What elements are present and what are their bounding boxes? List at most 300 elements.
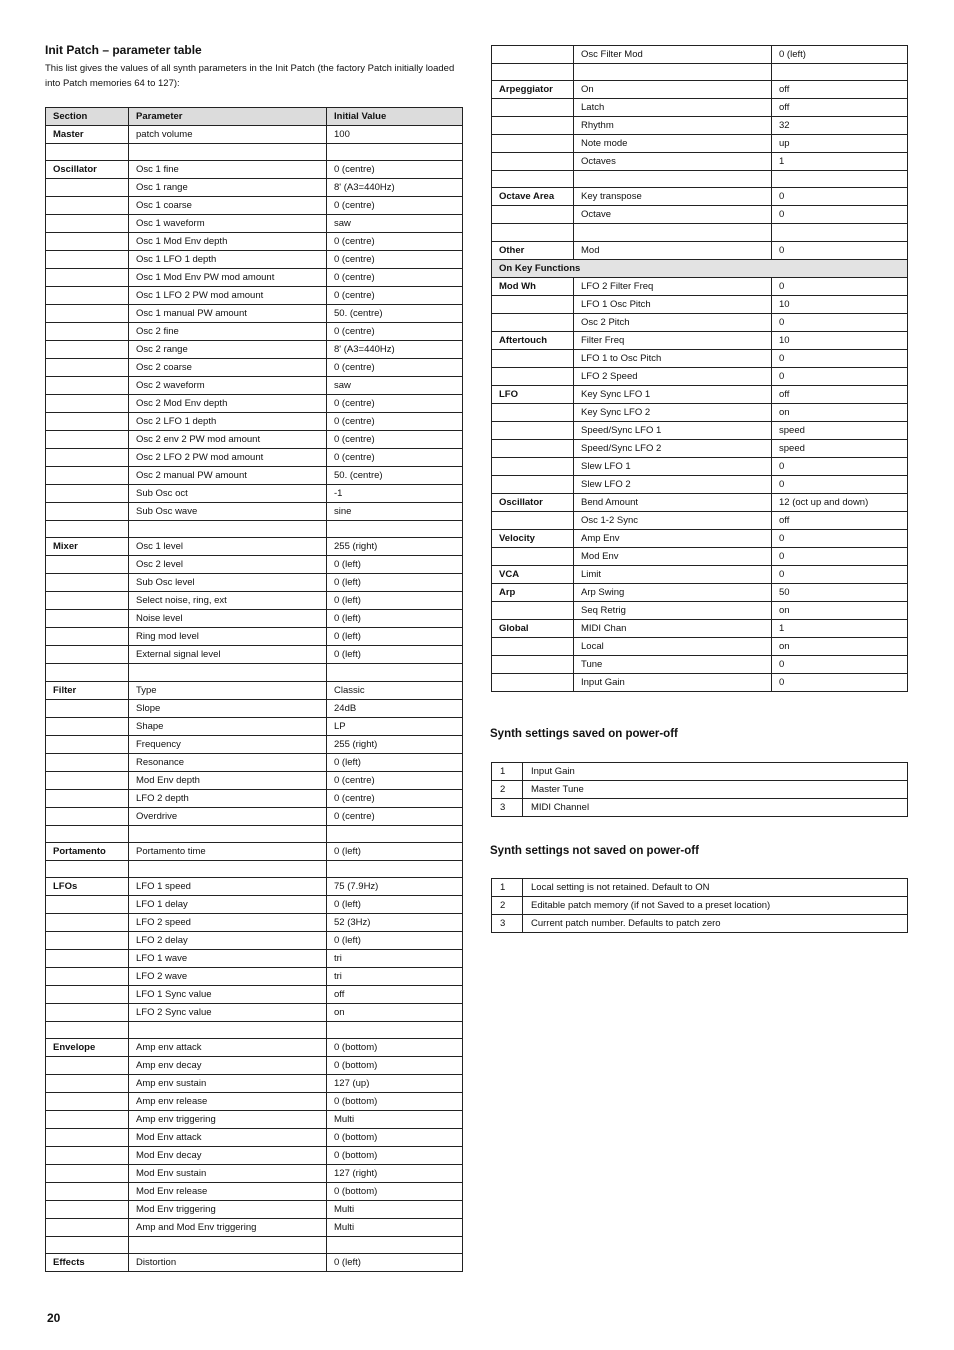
- table-row: [46, 1147, 463, 1165]
- value-cell: 0 (left): [327, 628, 463, 646]
- parameter-cell: Sub Osc oct: [129, 485, 327, 503]
- section-cell: [46, 985, 129, 1003]
- parameter-cell: Ring mod level: [129, 628, 327, 646]
- value-cell: 0: [772, 673, 908, 691]
- section-heading: On Key Functions: [492, 259, 908, 277]
- value-cell: 0: [772, 565, 908, 583]
- table-row: [46, 825, 463, 842]
- value-cell: 0: [772, 241, 908, 259]
- table-row: [492, 637, 908, 655]
- parameter-cell: LFO 1 wave: [129, 949, 327, 967]
- value-cell: 0: [772, 188, 908, 206]
- section-cell: [46, 860, 129, 877]
- section-cell: [46, 1021, 129, 1038]
- table-row: [46, 503, 463, 521]
- value-cell: 0 (bottom): [327, 1147, 463, 1165]
- value-cell: tri: [327, 949, 463, 967]
- not-saved-settings-table: [491, 878, 908, 933]
- table-row: [46, 681, 463, 699]
- parameter-cell: Slew LFO 2: [574, 475, 772, 493]
- section-cell: [492, 457, 574, 475]
- setting-cell: Local setting is not retained. Default to ON: [523, 879, 908, 897]
- parameter-cell: On: [574, 81, 772, 99]
- parameter-cell: LFO 1 Osc Pitch: [574, 295, 772, 313]
- parameter-cell: Amp and Mod Env triggering: [129, 1219, 327, 1237]
- section-cell: [46, 233, 129, 251]
- parameter-cell: Osc 2 waveform: [129, 377, 327, 395]
- parameter-cell: Slew LFO 1: [574, 457, 772, 475]
- value-cell: 0 (left): [327, 556, 463, 574]
- parameter-cell: Osc 2 Pitch: [574, 313, 772, 331]
- section-cell: [492, 135, 574, 153]
- section-cell: [492, 439, 574, 457]
- table-row: [46, 735, 463, 753]
- table-row: [46, 377, 463, 395]
- section-cell: [46, 341, 129, 359]
- section-cell: Portamento: [46, 842, 129, 860]
- parameter-cell: LFO 2 wave: [129, 967, 327, 985]
- value-cell: 0 (left): [327, 592, 463, 610]
- parameter-cell: [574, 171, 772, 188]
- parameter-cell: LFO 2 Sync value: [129, 1003, 327, 1021]
- parameter-cell: Mod Env sustain: [129, 1165, 327, 1183]
- section-cell: [46, 305, 129, 323]
- setting-cell: Editable patch memory (if not Saved to a preset location): [523, 897, 908, 915]
- value-cell: 8' (A3=440Hz): [327, 179, 463, 197]
- table-row: [46, 1057, 463, 1075]
- table-row: [46, 931, 463, 949]
- parameter-cell: Resonance: [129, 753, 327, 771]
- parameter-cell: Amp env triggering: [129, 1111, 327, 1129]
- value-cell: Multi: [327, 1201, 463, 1219]
- value-cell: on: [772, 637, 908, 655]
- section-cell: [46, 931, 129, 949]
- table-row: [46, 144, 463, 161]
- section-cell: [492, 171, 574, 188]
- table-row: [492, 565, 908, 583]
- section-cell: [46, 1147, 129, 1165]
- parameter-cell: Osc 2 manual PW amount: [129, 467, 327, 485]
- parameter-cell: Amp env sustain: [129, 1075, 327, 1093]
- section-cell: Filter: [46, 681, 129, 699]
- table-row: [46, 341, 463, 359]
- table-row: [492, 619, 908, 637]
- section-cell: Oscillator: [46, 161, 129, 179]
- table-row: [46, 1039, 463, 1057]
- section-cell: [492, 637, 574, 655]
- parameter-cell: [129, 1021, 327, 1038]
- table-row: [46, 215, 463, 233]
- parameter-cell: Note mode: [574, 135, 772, 153]
- section-cell: Arpeggiator: [492, 81, 574, 99]
- value-cell: [772, 224, 908, 241]
- value-cell: 0: [772, 277, 908, 295]
- section-cell: Oscillator: [492, 493, 574, 511]
- table-row: [492, 475, 908, 493]
- value-cell: 0 (centre): [327, 323, 463, 341]
- section-cell: [46, 1129, 129, 1147]
- table-row: [46, 269, 463, 287]
- table-row: [492, 529, 908, 547]
- table-header-row: [46, 108, 463, 126]
- section-cell: Effects: [46, 1254, 129, 1272]
- value-cell: [327, 825, 463, 842]
- section-cell: [46, 664, 129, 681]
- parameter-cell: Osc 1-2 Sync: [574, 511, 772, 529]
- section-cell: [492, 601, 574, 619]
- section-cell: [492, 403, 574, 421]
- parameter-cell: Tune: [574, 655, 772, 673]
- table-row: [46, 664, 463, 681]
- value-cell: off: [327, 985, 463, 1003]
- section-cell: [46, 215, 129, 233]
- table-row: [46, 305, 463, 323]
- table-row: [492, 259, 908, 277]
- value-cell: 0 (left): [772, 46, 908, 64]
- section-cell: [492, 117, 574, 135]
- parameter-cell: Frequency: [129, 735, 327, 753]
- value-cell: 255 (right): [327, 538, 463, 556]
- parameter-cell: Osc 1 LFO 1 depth: [129, 251, 327, 269]
- table-row: [492, 295, 908, 313]
- table-row: [46, 985, 463, 1003]
- value-cell: 50. (centre): [327, 305, 463, 323]
- table-row: [46, 323, 463, 341]
- parameter-cell: [129, 664, 327, 681]
- parameter-cell: Osc 1 level: [129, 538, 327, 556]
- parameter-cell: LFO 2 delay: [129, 931, 327, 949]
- value-cell: 10: [772, 331, 908, 349]
- parameter-cell: Key Sync LFO 1: [574, 385, 772, 403]
- section-cell: [492, 367, 574, 385]
- parameter-cell: [129, 860, 327, 877]
- table-row: [46, 538, 463, 556]
- value-cell: 0 (bottom): [327, 1057, 463, 1075]
- value-cell: 0 (centre): [327, 269, 463, 287]
- table-row: [46, 1129, 463, 1147]
- parameter-cell: Seq Retrig: [574, 601, 772, 619]
- setting-cell: Master Tune: [523, 781, 908, 799]
- section-cell: Aftertouch: [492, 331, 574, 349]
- section-cell: [46, 753, 129, 771]
- value-cell: speed: [772, 421, 908, 439]
- table-row: [492, 135, 908, 153]
- table-row: [46, 1219, 463, 1237]
- parameter-cell: Latch: [574, 99, 772, 117]
- section-cell: Arp: [492, 583, 574, 601]
- section-cell: [46, 825, 129, 842]
- value-cell: 0: [772, 655, 908, 673]
- value-cell: saw: [327, 377, 463, 395]
- section-cell: [46, 717, 129, 735]
- table-row: [46, 717, 463, 735]
- table-row: [46, 1093, 463, 1111]
- section-cell: [46, 179, 129, 197]
- parameter-cell: LFO 2 Filter Freq: [574, 277, 772, 295]
- parameter-cell: patch volume: [129, 126, 327, 144]
- table-row: [492, 601, 908, 619]
- parameter-cell: Bend Amount: [574, 493, 772, 511]
- table-row: [492, 799, 908, 817]
- parameter-cell: Key transpose: [574, 188, 772, 206]
- section-cell: [46, 1237, 129, 1254]
- section-cell: [46, 592, 129, 610]
- table-row: [492, 421, 908, 439]
- index-cell: 2: [492, 781, 523, 799]
- setting-cell: MIDI Channel: [523, 799, 908, 817]
- section-cell: [492, 673, 574, 691]
- parameter-cell: Distortion: [129, 1254, 327, 1272]
- value-cell: Multi: [327, 1219, 463, 1237]
- section-cell: [46, 431, 129, 449]
- value-cell: 0 (bottom): [327, 1093, 463, 1111]
- value-cell: 12 (oct up and down): [772, 493, 908, 511]
- table-row: [46, 556, 463, 574]
- parameter-cell: Amp env release: [129, 1093, 327, 1111]
- section-cell: Global: [492, 619, 574, 637]
- parameter-table-left: [45, 107, 463, 1272]
- section-cell: [46, 895, 129, 913]
- parameter-cell: Mod Env release: [129, 1183, 327, 1201]
- table-row: [492, 457, 908, 475]
- table-row: [46, 431, 463, 449]
- section-cell: [46, 449, 129, 467]
- value-cell: 0: [772, 313, 908, 331]
- value-cell: 0 (centre): [327, 449, 463, 467]
- section-cell: [46, 1201, 129, 1219]
- section-cell: [492, 511, 574, 529]
- parameter-cell: Speed/Sync LFO 2: [574, 439, 772, 457]
- section-cell: [46, 1093, 129, 1111]
- parameter-cell: [574, 64, 772, 81]
- table-row: [46, 628, 463, 646]
- table-row: [46, 126, 463, 144]
- table-row: [46, 895, 463, 913]
- value-cell: speed: [772, 439, 908, 457]
- index-cell: 3: [492, 799, 523, 817]
- value-cell: 0 (centre): [327, 789, 463, 807]
- table-row: [46, 967, 463, 985]
- table-row: [46, 646, 463, 664]
- parameter-cell: LFO 2 Speed: [574, 367, 772, 385]
- section-cell: [46, 1183, 129, 1201]
- parameter-cell: Octave: [574, 206, 772, 224]
- section-cell: [492, 153, 574, 171]
- section-cell: Mixer: [46, 538, 129, 556]
- value-cell: Multi: [327, 1111, 463, 1129]
- section-cell: [46, 377, 129, 395]
- value-cell: 0 (bottom): [327, 1183, 463, 1201]
- table-row: [492, 153, 908, 171]
- section-cell: [492, 295, 574, 313]
- table-row: [492, 879, 908, 897]
- value-cell: 0 (left): [327, 895, 463, 913]
- value-cell: 0: [772, 206, 908, 224]
- index-cell: 3: [492, 915, 523, 933]
- value-cell: 8' (A3=440Hz): [327, 341, 463, 359]
- value-cell: [327, 860, 463, 877]
- parameter-cell: [129, 825, 327, 842]
- value-cell: 52 (3Hz): [327, 913, 463, 931]
- parameter-cell: LFO 2 speed: [129, 913, 327, 931]
- parameter-cell: Osc 1 coarse: [129, 197, 327, 215]
- value-cell: 0 (left): [327, 646, 463, 664]
- parameter-cell: Mod Env triggering: [129, 1201, 327, 1219]
- table-row: [46, 251, 463, 269]
- value-cell: 0 (left): [327, 753, 463, 771]
- value-cell: 24dB: [327, 699, 463, 717]
- section-cell: [492, 421, 574, 439]
- section-cell: [46, 699, 129, 717]
- parameter-cell: Osc 1 Mod Env PW mod amount: [129, 269, 327, 287]
- section-cell: [46, 1003, 129, 1021]
- table-row: [46, 592, 463, 610]
- parameter-cell: Rhythm: [574, 117, 772, 135]
- section-cell: [46, 1219, 129, 1237]
- section-cell: [46, 269, 129, 287]
- table-row: [492, 313, 908, 331]
- table-row: [46, 1183, 463, 1201]
- table-row: [46, 789, 463, 807]
- value-cell: off: [772, 511, 908, 529]
- table-row: [46, 413, 463, 431]
- table-row: [492, 439, 908, 457]
- table-row: [492, 241, 908, 259]
- table-row: [492, 81, 908, 99]
- parameter-cell: [129, 144, 327, 161]
- section-cell: VCA: [492, 565, 574, 583]
- header-parameter: Parameter: [129, 108, 327, 126]
- section-cell: Mod Wh: [492, 277, 574, 295]
- section-cell: [46, 287, 129, 305]
- table-row: [46, 1201, 463, 1219]
- parameter-cell: Octaves: [574, 153, 772, 171]
- value-cell: 50. (centre): [327, 467, 463, 485]
- not-saved-settings-title: Synth settings not saved on power-off: [490, 845, 699, 857]
- section-cell: Other: [492, 241, 574, 259]
- value-cell: on: [772, 601, 908, 619]
- value-cell: on: [327, 1003, 463, 1021]
- parameter-cell: Osc 1 range: [129, 179, 327, 197]
- value-cell: 0 (bottom): [327, 1039, 463, 1057]
- table-row: [492, 385, 908, 403]
- value-cell: 0: [772, 367, 908, 385]
- section-cell: [46, 395, 129, 413]
- section-cell: [492, 349, 574, 367]
- value-cell: [772, 64, 908, 81]
- parameter-cell: [129, 521, 327, 538]
- value-cell: [772, 171, 908, 188]
- parameter-cell: Select noise, ring, ext: [129, 592, 327, 610]
- parameter-cell: Key Sync LFO 2: [574, 403, 772, 421]
- table-row: [492, 655, 908, 673]
- value-cell: saw: [327, 215, 463, 233]
- value-cell: 0 (left): [327, 1254, 463, 1272]
- section-cell: Octave Area: [492, 188, 574, 206]
- section-cell: [46, 323, 129, 341]
- parameter-cell: Input Gain: [574, 673, 772, 691]
- section-cell: [46, 628, 129, 646]
- table-row: [46, 913, 463, 931]
- parameter-cell: Mod Env: [574, 547, 772, 565]
- table-row: [46, 1111, 463, 1129]
- parameter-cell: LFO 1 speed: [129, 877, 327, 895]
- value-cell: on: [772, 403, 908, 421]
- page-number: 20: [47, 1311, 61, 1325]
- table-row: [492, 224, 908, 241]
- section-cell: Envelope: [46, 1039, 129, 1057]
- table-row: [492, 367, 908, 385]
- parameter-cell: Mod Env decay: [129, 1147, 327, 1165]
- table-row: [46, 753, 463, 771]
- saved-settings-title: Synth settings saved on power-off: [490, 728, 678, 740]
- parameter-cell: Osc Filter Mod: [574, 46, 772, 64]
- table-row: [492, 46, 908, 64]
- value-cell: off: [772, 99, 908, 117]
- value-cell: 1: [772, 619, 908, 637]
- table-row: [46, 1165, 463, 1183]
- parameter-cell: [574, 224, 772, 241]
- value-cell: 0 (centre): [327, 431, 463, 449]
- table-row: [46, 287, 463, 305]
- table-row: [46, 359, 463, 377]
- index-cell: 1: [492, 879, 523, 897]
- value-cell: 0: [772, 475, 908, 493]
- value-cell: 0: [772, 547, 908, 565]
- section-cell: [46, 556, 129, 574]
- value-cell: [327, 144, 463, 161]
- section-cell: [46, 771, 129, 789]
- table-row: [46, 699, 463, 717]
- value-cell: 1: [772, 153, 908, 171]
- parameter-cell: Slope: [129, 699, 327, 717]
- header-initial-value: Initial Value: [327, 108, 463, 126]
- value-cell: [327, 521, 463, 538]
- section-cell: [46, 1111, 129, 1129]
- value-cell: 0 (bottom): [327, 1129, 463, 1147]
- value-cell: 0 (left): [327, 574, 463, 592]
- section-cell: [46, 503, 129, 521]
- section-cell: [492, 547, 574, 565]
- section-cell: [46, 949, 129, 967]
- setting-cell: Current patch number. Defaults to patch zero: [523, 915, 908, 933]
- value-cell: 0 (left): [327, 842, 463, 860]
- value-cell: 50: [772, 583, 908, 601]
- page-title: Init Patch – parameter table: [45, 43, 202, 57]
- parameter-cell: Amp env attack: [129, 1039, 327, 1057]
- value-cell: 0 (centre): [327, 807, 463, 825]
- parameter-cell: Speed/Sync LFO 1: [574, 421, 772, 439]
- section-cell: [46, 251, 129, 269]
- value-cell: LP: [327, 717, 463, 735]
- table-row: [46, 449, 463, 467]
- parameter-cell: Sub Osc level: [129, 574, 327, 592]
- setting-cell: Input Gain: [523, 763, 908, 781]
- table-row: [46, 233, 463, 251]
- parameter-cell: Osc 1 Mod Env depth: [129, 233, 327, 251]
- section-cell: [492, 224, 574, 241]
- table-row: [46, 877, 463, 895]
- value-cell: 0 (centre): [327, 359, 463, 377]
- section-cell: [46, 913, 129, 931]
- section-cell: [492, 99, 574, 117]
- parameter-cell: Osc 2 LFO 1 depth: [129, 413, 327, 431]
- parameter-cell: Osc 2 Mod Env depth: [129, 395, 327, 413]
- value-cell: off: [772, 81, 908, 99]
- section-cell: LFO: [492, 385, 574, 403]
- section-cell: [46, 789, 129, 807]
- parameter-cell: Sub Osc wave: [129, 503, 327, 521]
